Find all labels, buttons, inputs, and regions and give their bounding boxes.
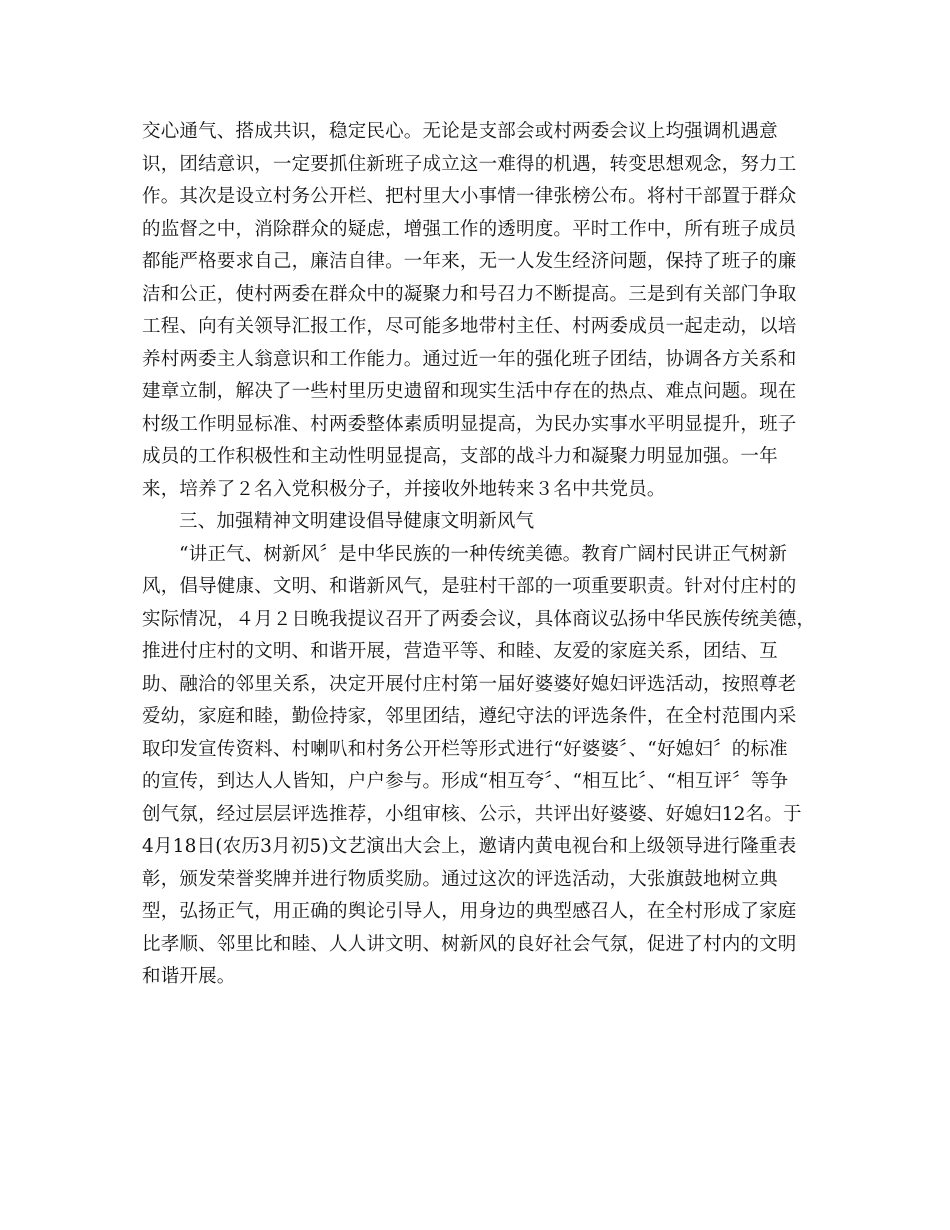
text-line: 都能严格要求自己，廉洁自律。一年来，无一人发生经济问题，保持了班子的廉 [142, 251, 797, 272]
text-line: 比孝顺、邻里比和睦、人人讲文明、树新风的良好社会气氛，促进了村内的文明 [142, 933, 797, 955]
text-line: 推进付庄村的文明、和谐开展，营造平等、和睦、友爱的家庭关系，团结、互 [142, 641, 778, 662]
paragraph-village-committee-unity [142, 116, 822, 506]
text-line: 创气氛，经过层层评选推荐，小组审核、公示，共评出好婆婆、好媳妇12名。于 [142, 803, 802, 825]
text-line: 型，弘扬正气，用正确的舆论引导人，用身边的典型感召人，在全村形成了家庭 [142, 901, 797, 922]
text-line: 洁和公正，使村两委在群众中的凝聚力和号召力不断提高。三是到有关部门争取 [142, 283, 797, 305]
text-line: 成员的工作积极性和主动性明显提高，支部的战斗力和凝聚力明显加强。一年 [142, 446, 778, 467]
text-line: 来，培养了２名入党积极分子，并接收外地转来３名中共党员。 [142, 478, 666, 500]
text-line: 作。其次是设立村务公开栏、把村里大小事情一律张榜公布。将村干部置于群众 [142, 186, 797, 207]
text-line: 建章立制，解决了一些村里历史遗留和现实生活中存在的热点、难点问题。现在 [142, 381, 797, 402]
section-heading: 三、加强精神文明建设倡导健康文明新风气 [179, 511, 535, 532]
text-line: 的监督之中，消除群众的疑虑，增强工作的透明度。平时工作中，所有班子成员 [142, 218, 797, 240]
text-line: 村级工作明显标准、村两委整体素质明显提高，为民办实事水平明显提升，班子 [142, 413, 797, 435]
text-line: 助、融洽的邻里关系，决定开展付庄村第一届好婆婆好媳妇评选活动，按照尊老 [142, 673, 797, 695]
document-body [142, 116, 822, 994]
text-line: 爱幼，家庭和睦，勤俭持家，邻里团结，遵纪守法的评选条件，在全村范围内采 [142, 706, 797, 727]
text-line: 彰，颁发荣誉奖牌并进行物质奖励。通过这次的评选活动，大张旗鼓地树立典 [142, 868, 778, 890]
text-line: 的宣传，到达人人皆知，户户参与。形成“相互夸〞、“相互比〞、“相互评〞等争 [142, 771, 789, 792]
text-line: 识，团结意识，一定要抓住新班子成立这一难得的机遇，转变思想观念，努力工 [142, 153, 797, 175]
text-line: 养村两委主人翁意识和工作能力。通过近一年的强化班子团结，协调各方关系和 [142, 348, 797, 370]
text-line: 交心通气、搭成共识，稳定民心。无论是支部会或村两委会议上均强调机遇意 [142, 121, 778, 142]
text-line: 取印发宣传资料、村喇叭和村务公开栏等形式进行“好婆婆〞、“好媳妇〞的标准 [142, 738, 788, 760]
text-line: 和谐开展。 [142, 966, 236, 987]
text-line: 工程、向有关领导汇报工作，尽可能多地带村主任、村两委成员一起走动，以培 [142, 316, 797, 337]
text-line: 4月18日(农历3月初5)文艺演出大会上，邀请内黄电视台和上级领导进行隆重表 [142, 836, 797, 857]
text-line: “讲正气、树新风〞是中华民族的一种传统美德。教育广阔村民讲正气树新 [179, 543, 788, 565]
text-line: 风，倡导健康、文明、和谐新风气，是驻村干部的一项重要职责。针对付庄村的 [142, 576, 797, 597]
text-line: 实际情况，４月２日晚我提议召开了两委会议，具体商议弘扬中华民族传统美德， [142, 608, 816, 630]
paragraph-civilization-campaign [142, 539, 822, 994]
